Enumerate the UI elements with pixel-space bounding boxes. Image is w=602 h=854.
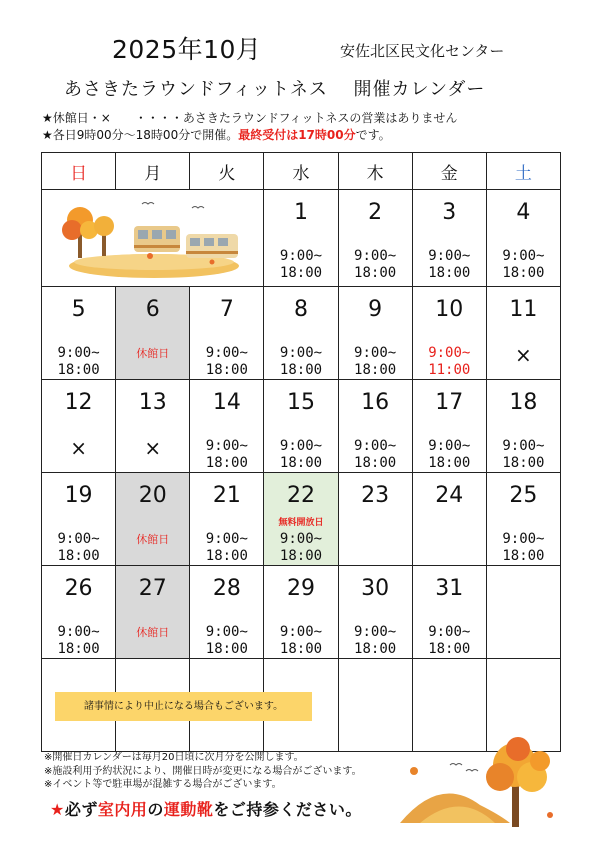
day-number: 19	[64, 483, 93, 508]
day-hours	[487, 531, 560, 565]
note-closed-legend: ★休館日・× ・・・・あさきたラウンドフィットネスの営業はありません	[42, 111, 458, 125]
reminder-part1: 必ず	[64, 800, 98, 819]
day-cell	[338, 190, 412, 287]
day-cell	[338, 287, 412, 380]
top-notes	[42, 110, 457, 144]
reminder-shoes: 運動靴	[163, 800, 214, 819]
day-cell	[264, 380, 338, 473]
hours-close: 18:00	[428, 265, 471, 281]
note-last-entry: 最終受付は17時00分	[238, 128, 356, 142]
weekday-sunday: 日	[42, 153, 116, 190]
hours-close: 18:00	[205, 548, 248, 564]
hours-open: 9:00~	[279, 531, 323, 547]
hours-close: 18:00	[502, 548, 545, 564]
day-hours	[413, 438, 486, 472]
day-number: 9	[368, 297, 383, 322]
hours-open: 9:00~	[279, 345, 323, 361]
day-hours	[190, 438, 263, 472]
hours-close: 18:00	[354, 265, 397, 281]
day-cell-empty	[486, 566, 560, 659]
day-cell	[264, 566, 338, 659]
hours-open: 9:00~	[354, 345, 397, 361]
hours-open: 9:00~	[354, 248, 397, 264]
day-number: 27	[138, 576, 167, 601]
day-number: 31	[435, 576, 464, 601]
day-hours	[339, 624, 412, 658]
hours-close: 18:00	[279, 455, 323, 471]
hours-open: 9:00~	[205, 624, 248, 640]
day-hours	[264, 531, 337, 565]
footnotes	[44, 751, 362, 792]
no-event-mark: ×	[144, 436, 162, 460]
day-hours	[42, 531, 115, 565]
reminder-indoor: 室内用	[97, 800, 148, 819]
day-hours	[264, 248, 337, 282]
calendar-subtitle: あさきたラウンドフィットネス 開催カレンダー	[64, 79, 486, 100]
hours-close: 18:00	[279, 548, 323, 564]
week-row	[42, 190, 561, 287]
day-hours	[190, 531, 263, 565]
day-hours	[190, 345, 263, 379]
day-cell	[190, 380, 264, 473]
day-hours	[190, 624, 263, 658]
day-number: 2	[368, 200, 383, 225]
day-cell-short	[412, 287, 486, 380]
weekday-thursday: 木	[338, 153, 412, 190]
day-number: 20	[138, 483, 167, 508]
hours-open: 9:00~	[57, 624, 100, 640]
day-hours	[264, 438, 337, 472]
autumn-tree-icon	[400, 735, 560, 835]
day-hours	[264, 624, 337, 658]
day-hours	[487, 248, 560, 282]
hours-open: 9:00~	[354, 438, 397, 454]
hours-open: 9:00~	[205, 438, 248, 454]
footnote-parking: ※イベント等で駐車場が混雑する場合がございます。	[44, 779, 282, 790]
hours-close: 18:00	[205, 455, 248, 471]
no-event-mark: ×	[70, 436, 87, 460]
day-number: 17	[435, 390, 464, 415]
day-number: 16	[361, 390, 390, 415]
hours-close: 11:00	[428, 362, 471, 378]
week-row	[42, 287, 561, 380]
day-number: 7	[219, 297, 234, 322]
day-number: 13	[138, 390, 167, 415]
shoes-reminder	[50, 797, 362, 820]
day-number: 10	[435, 297, 464, 322]
week-row	[42, 566, 561, 659]
hours-close: 18:00	[502, 455, 545, 471]
hours-close: 18:00	[205, 362, 248, 378]
day-cell	[264, 287, 338, 380]
day-number: 11	[509, 297, 538, 322]
day-number: 30	[361, 576, 390, 601]
day-cell-no-event	[486, 287, 560, 380]
note-hours	[42, 127, 457, 144]
day-cell	[412, 190, 486, 287]
day-hours	[42, 345, 115, 379]
day-cell	[190, 566, 264, 659]
reminder-part2: の	[147, 800, 164, 819]
weekday-tuesday: 火	[190, 153, 264, 190]
day-cell	[42, 566, 116, 659]
organization-name: 安佐北区民文化センター	[340, 42, 505, 60]
day-cell	[42, 473, 116, 566]
day-hours	[487, 438, 560, 472]
hours-close: 18:00	[354, 362, 397, 378]
hours-close: 18:00	[57, 548, 100, 564]
closed-label: 休館日	[136, 347, 170, 360]
no-event-mark: ×	[515, 343, 532, 367]
day-number: 28	[212, 576, 241, 601]
weekday-saturday: 土	[486, 153, 560, 190]
day-cell	[190, 473, 264, 566]
day-hours	[413, 624, 486, 658]
day-cell-closed	[116, 473, 190, 566]
day-number: 26	[64, 576, 93, 601]
day-cell	[264, 190, 338, 287]
day-cell	[486, 473, 560, 566]
day-cell	[412, 473, 486, 566]
hours-close: 18:00	[57, 641, 100, 657]
day-number: 18	[509, 390, 538, 415]
day-number: 22	[286, 483, 315, 508]
hours-open: 9:00~	[354, 624, 397, 640]
day-cell-closed	[116, 566, 190, 659]
day-number: 29	[286, 576, 315, 601]
hours-close: 18:00	[354, 641, 397, 657]
day-cell	[412, 380, 486, 473]
day-cell-no-event	[42, 380, 116, 473]
reminder-part3: をご持参ください。	[213, 800, 362, 819]
hours-open: 9:00~	[428, 248, 471, 264]
day-number: 5	[71, 297, 86, 322]
day-cell	[486, 380, 560, 473]
month-title: 2025年10月	[112, 35, 262, 64]
hours-close: 18:00	[354, 455, 397, 471]
day-cell	[338, 380, 412, 473]
hours-open: 9:00~	[428, 624, 471, 640]
day-number: 1	[293, 200, 308, 225]
day-cell	[338, 473, 412, 566]
day-number: 24	[435, 483, 464, 508]
day-hours	[42, 624, 115, 658]
day-cell	[190, 287, 264, 380]
star-icon: ★	[50, 800, 65, 819]
hours-close: 18:00	[428, 641, 471, 657]
day-cell	[42, 287, 116, 380]
week-row	[42, 473, 561, 566]
day-hours	[339, 345, 412, 379]
day-cell	[338, 566, 412, 659]
weekday-friday: 金	[412, 153, 486, 190]
day-cell-free-open	[264, 473, 338, 566]
hours-close: 18:00	[428, 455, 471, 471]
day-number: 23	[361, 483, 390, 508]
hours-open: 9:00~	[502, 531, 545, 547]
day-number: 25	[509, 483, 538, 508]
note-hours-suffix: です。	[355, 128, 391, 142]
day-hours	[339, 248, 412, 282]
hours-open: 9:00~	[428, 438, 471, 454]
hours-close: 18:00	[279, 362, 323, 378]
footnote-publish: ※開催日カレンダーは毎月20日頃に次月分を公開します。	[44, 752, 304, 763]
day-number: 8	[293, 297, 308, 322]
hours-open: 9:00~	[502, 248, 545, 264]
weekday-monday: 月	[116, 153, 190, 190]
hours-open: 9:00~	[57, 345, 100, 361]
hours-close: 18:00	[502, 265, 545, 281]
calendar-table	[41, 152, 561, 752]
day-number: 6	[145, 297, 160, 322]
weekday-wednesday: 水	[264, 153, 338, 190]
day-number: 15	[286, 390, 315, 415]
note-hours-text: ★各日9時00分～18時00分で開催。	[42, 128, 239, 142]
hours-open: 9:00~	[279, 248, 323, 264]
hours-open: 9:00~	[279, 624, 323, 640]
hours-close: 18:00	[205, 641, 248, 657]
day-number: 12	[64, 390, 93, 415]
hours-open: 9:00~	[428, 345, 471, 361]
hours-open: 9:00~	[205, 531, 248, 547]
day-number: 21	[212, 483, 241, 508]
hours-open: 9:00~	[57, 531, 100, 547]
free-open-label: 無料開放日	[278, 518, 324, 528]
day-number: 14	[212, 390, 241, 415]
hours-close: 18:00	[279, 641, 323, 657]
footnote-change: ※施設利用予約状況により、開催日時が変更になる場合がございます。	[44, 765, 362, 777]
closed-label: 休館日	[136, 533, 170, 546]
hours-close: 18:00	[57, 362, 100, 378]
day-number: 3	[442, 200, 457, 225]
day-number: 4	[516, 200, 531, 225]
hours-open: 9:00~	[205, 345, 248, 361]
hours-open: 9:00~	[502, 438, 545, 454]
weekday-header-row	[42, 153, 561, 190]
day-hours	[339, 438, 412, 472]
cancellation-notice: 諸事情により中止になる場合もございます。	[55, 692, 312, 721]
hours-close: 18:00	[279, 265, 323, 281]
day-cell	[412, 566, 486, 659]
hours-open: 9:00~	[279, 438, 323, 454]
day-hours	[264, 345, 337, 379]
week-row	[42, 380, 561, 473]
autumn-train-icon	[42, 190, 264, 282]
day-cell	[486, 190, 560, 287]
day-cell-no-event	[116, 380, 190, 473]
day-hours	[413, 248, 486, 282]
day-hours-short	[413, 345, 486, 379]
day-cell-closed	[116, 287, 190, 380]
closed-label: 休館日	[136, 626, 170, 639]
autumn-train-illustration	[42, 190, 264, 287]
